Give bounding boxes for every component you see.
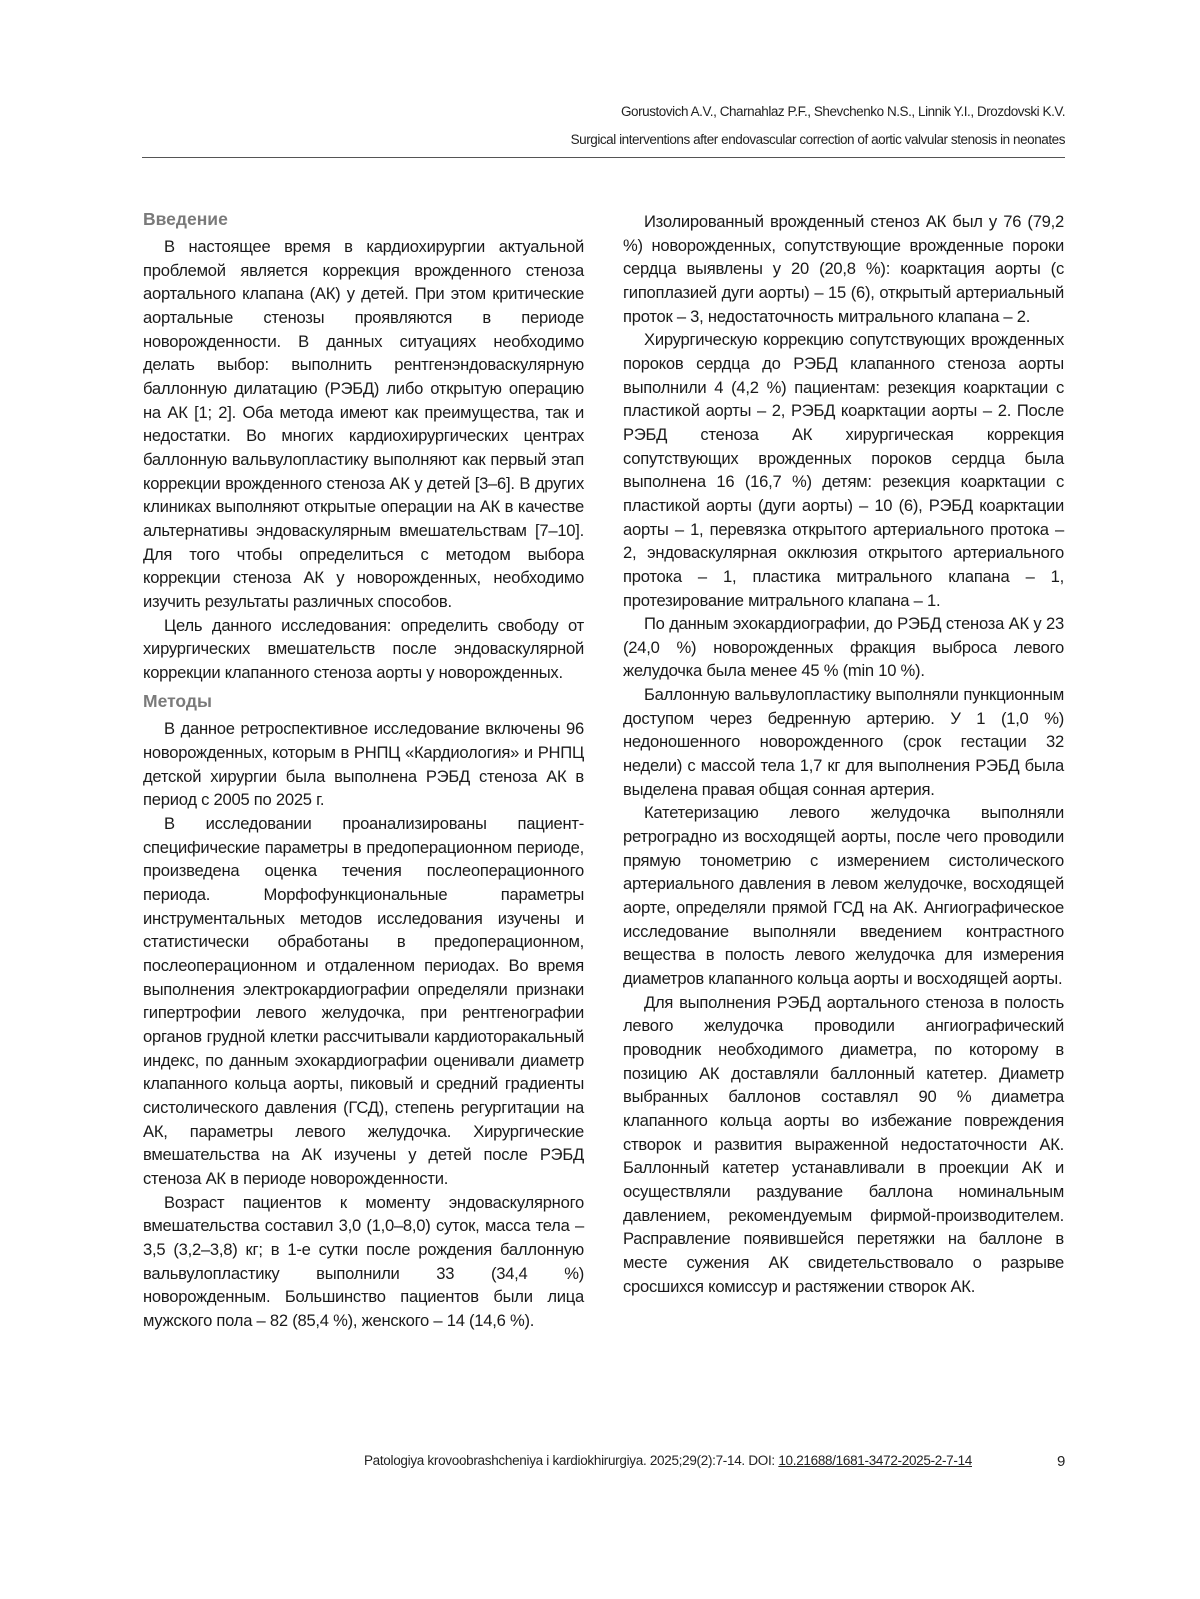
paragraph: Для выполнения РЭБД аортального стеноза в полость левого желудочка проводили ангиографический проводник необходимого диаметра, по которому в позицию АК доставляли баллонный катетер. Диаметр выбранных баллонов составлял 90 % диаметра клапанного кольца аорты во избежание повреждения створок и развития выраженной недостаточности АК. Баллонный катетер устанавливали в проекции АК и осуществляли раздувание баллона номинальным давлением, рекомендуемым фирмой-производителем. Расправление появившейся перетяжки на баллоне в месте сужения АК свидетельствовало о разрыве сросшихся комиссур и растяжении створок АК. [623,991,1064,1299]
paragraph: Возраст пациентов к моменту эндоваскулярного вмешательства составил 3,0 (1,0–8,0) суток, масса тела – 3,5 (3,2–3,8) кг; в 1-е сутки после рождения баллонную вальвулопластику выполнили 33 (34,4 %) новорожденным. Большинство пациентов были лица мужского пола – 82 (85,4 %), женского – 14 (14,6 %). [143,1191,584,1333]
paragraph: Баллонную вальвулопластику выполняли пункционным доступом через бедренную артерию. У 1 (1,0 %) недоношенного новорожденного (срок гестации 32 недели) с массой тела 1,7 кг для выполнения РЭБД была выделена правая общая сонная артерия. [623,683,1064,801]
header-authors: Gorustovich A.V., Charnahlaz P.F., Shevchenko N.S., Linnik Y.I., Drozdovski K.V. [571,98,1065,126]
paragraph: По данным эхокардиографии, до РЭБД стеноза АК у 23 (24,0 %) новорожденных фракция выброса левого желудочка была менее 45 % (min 10 %). [623,612,1064,683]
section-heading-introduction: Введение [143,207,584,232]
paragraph: Изолированный врожденный стеноз АК был у 76 (79,2 %) новорожденных, сопутствующие врожденные пороки сердца выявлены у 20 (20,8 %): коарктация аорты (с гипоплазией дуги аорты) – 15 (6), открытый артериальный проток – 3, недостаточность митрального клапана – 2. [623,210,1064,328]
section-heading-methods: Методы [143,689,584,714]
footer-citation [364,1453,972,1468]
header-divider [142,157,1065,158]
running-header [571,98,1065,154]
right-column [623,207,1064,1298]
paragraph: Цель данного исследования: определить свободу от хирургических вмешательств после эндоваскулярной коррекции клапанного стеноза аорты у новорожденных. [143,614,584,685]
doi-link[interactable]: 10.21688/1681-3472-2025-2-7-14 [778,1453,972,1468]
header-title: Surgical interventions after endovascular correction of aortic valvular stenosis in neonates [571,126,1065,154]
left-column [143,207,584,1333]
paragraph: В настоящее время в кардиохирургии актуальной проблемой является коррекция врожденного стеноза аортального клапана (АК) у детей. При этом критические аортальные стенозы проявляются в периоде новорожденности. В данных ситуациях необходимо делать выбор: выполнить рентгенэндоваскулярную баллонную дилатацию (РЭБД) либо открытую операцию на АК [1; 2]. Оба метода имеют как преимущества, так и недостатки. Во многих кардиохирургических центрах баллонную вальвулопластику выполняют как первый этап коррекции врожденного стеноза АК у детей [3–6]. В других клиниках выполняют открытые операции на АК в качестве альтернативы эндоваскулярным вмешательствам [7–10]. Для того чтобы определиться с методом выбора коррекции стеноза АК у новорожденных, необходимо изучить результаты различных способов. [143,235,584,614]
paragraph: В исследовании проанализированы пациент-специфические параметры в предоперационном периоде, произведена оценка течения послеоперационного периода. Морфофункциональные параметры инструментальных методов исследования изучены и статистически обработаны в предоперационном, послеоперационном и отдаленном периодах. Во время выполнения электрокардиографии определяли признаки гипертрофии левого желудочка, при рентгенографии органов грудной клетки рассчитывали кардиоторакальный индекс, по данным эхокардиографии оценивали диаметр клапанного кольца аорты, пиковый и средний градиенты систолического давления (ГСД), степень регургитации на АК, параметры левого желудочка. Хирургические вмешательства на АК изучены у детей после РЭБД стеноза АК в периоде новорожденности. [143,812,584,1191]
citation-text: Patologiya krovoobrashcheniya i kardiokhirurgiya. 2025;29(2):7-14. DOI: [364,1453,778,1468]
paragraph: В данное ретроспективное исследование включены 96 новорожденных, которым в РНПЦ «Кардиология» и РНПЦ детской хирургии была выполнена РЭБД стеноза АК в период с 2005 по 2025 г. [143,717,584,812]
paragraph: Хирургическую коррекцию сопутствующих врожденных пороков сердца до РЭБД клапанного стеноза аорты выполнили 4 (4,2 %) пациентам: резекция коарктации с пластикой аорты – 2, РЭБД коарктации аорты – 2. После РЭБД стеноза АК хирургическая коррекция сопутствующих врожденных пороков сердца была выполнена 16 (16,7 %) детям: резекция коарктации с пластикой аорты (дуги аорты) – 10 (6), РЭБД коарктации аорты – 1, перевязка открытого артериального протока – 2, эндоваскулярная окклюзия открытого артериального протока – 1, пластика митрального клапана – 1, протезирование митрального клапана – 1. [623,328,1064,612]
page-number: 9 [1057,1453,1065,1470]
paragraph: Катетеризацию левого желудочка выполняли ретроградно из восходящей аорты, после чего проводили прямую тонометрию с измерением систолического артериального давления в левом желудочке, восходящей аорте, определяли прямой ГСД на АК. Ангиографическое исследование выполняли введением контрастного вещества в полость левого желудочка для измерения диаметров клапанного кольца аорты и восходящей аорты. [623,801,1064,990]
